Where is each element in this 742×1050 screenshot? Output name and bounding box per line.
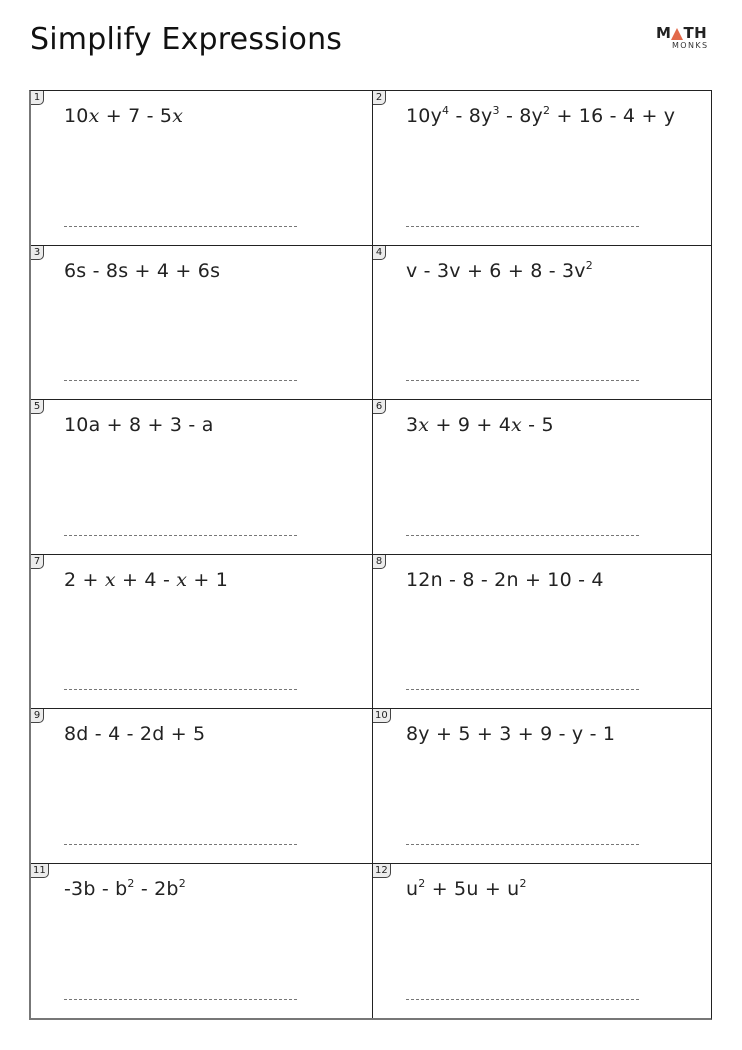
- problem-expression: 3x + 9 + 4x - 5: [406, 414, 554, 436]
- logo-wordmark: [656, 26, 716, 41]
- logo-subtitle: MONKS: [672, 41, 709, 50]
- problem-number-badge: 3: [31, 246, 44, 260]
- math-monks-logo: [656, 26, 716, 51]
- problem-expression: $v - 3v + 6 + 8 - 3v^2$: [406, 258, 593, 282]
- problem-cell: [31, 864, 373, 1019]
- answer-line[interactable]: [64, 226, 297, 227]
- problem-cell: [31, 400, 373, 555]
- logo-letter-m: M: [656, 24, 672, 42]
- problem-cell: [373, 864, 711, 1019]
- problem-cell: [373, 91, 711, 246]
- answer-line[interactable]: [64, 380, 297, 381]
- problem-grid: [29, 90, 712, 1020]
- answer-line[interactable]: [406, 844, 639, 845]
- problem-expression: 12n - 8 - 2n + 10 - 4: [406, 568, 604, 591]
- problem-number-badge: 12: [373, 864, 391, 878]
- problem-cell: [31, 709, 373, 864]
- problem-number-badge: 1: [31, 91, 44, 105]
- problem-expression: 10x + 7 - 5x: [64, 105, 184, 127]
- problem-expression: 6s - 8s + 4 + 6s: [64, 259, 221, 282]
- answer-line[interactable]: [406, 535, 639, 536]
- answer-line[interactable]: [64, 535, 297, 536]
- answer-line[interactable]: [64, 689, 297, 690]
- problem-number-badge: 5: [31, 400, 44, 414]
- problem-number-badge: 8: [373, 555, 386, 569]
- problem-expression: $u^2 + 5u + u^2$: [406, 876, 527, 900]
- problem-expression: $-3b - b^2 - 2b^2$: [64, 876, 186, 900]
- answer-line[interactable]: [64, 999, 297, 1000]
- problem-cell: [373, 709, 711, 864]
- problem-expression: $10y^4 - 8y^3 - 8y^2 + 16 - 4 + y$: [406, 104, 676, 127]
- problem-cell: [373, 400, 711, 555]
- logo-letters-th: TH: [683, 24, 708, 42]
- problem-number-badge: 7: [31, 555, 44, 569]
- problem-expression: 10a + 8 + 3 - a: [64, 414, 214, 436]
- answer-line[interactable]: [406, 380, 639, 381]
- answer-line[interactable]: [406, 689, 639, 690]
- problem-number-badge: 11: [31, 864, 49, 878]
- problem-number-badge: 9: [31, 709, 44, 723]
- answer-line[interactable]: [64, 844, 297, 845]
- problem-expression: 8d - 4 - 2d + 5: [64, 723, 206, 745]
- triangle-a-icon: [671, 28, 683, 40]
- answer-line[interactable]: [406, 226, 639, 227]
- problem-number-badge: 4: [373, 246, 386, 260]
- problem-number-badge: 10: [373, 709, 391, 723]
- problem-number-badge: 2: [373, 91, 386, 105]
- problem-expression: 8y + 5 + 3 + 9 - y - 1: [406, 723, 616, 745]
- problem-cell: [31, 555, 373, 710]
- problem-cell: [31, 246, 373, 401]
- problem-number-badge: 6: [373, 400, 386, 414]
- problem-cell: [373, 246, 711, 401]
- problem-expression: 2 + x + 4 - x + 1: [64, 568, 229, 591]
- problem-cell: [373, 555, 711, 710]
- answer-line[interactable]: [406, 999, 639, 1000]
- problem-cell: [31, 91, 373, 246]
- page-title: Simplify Expressions: [30, 22, 343, 57]
